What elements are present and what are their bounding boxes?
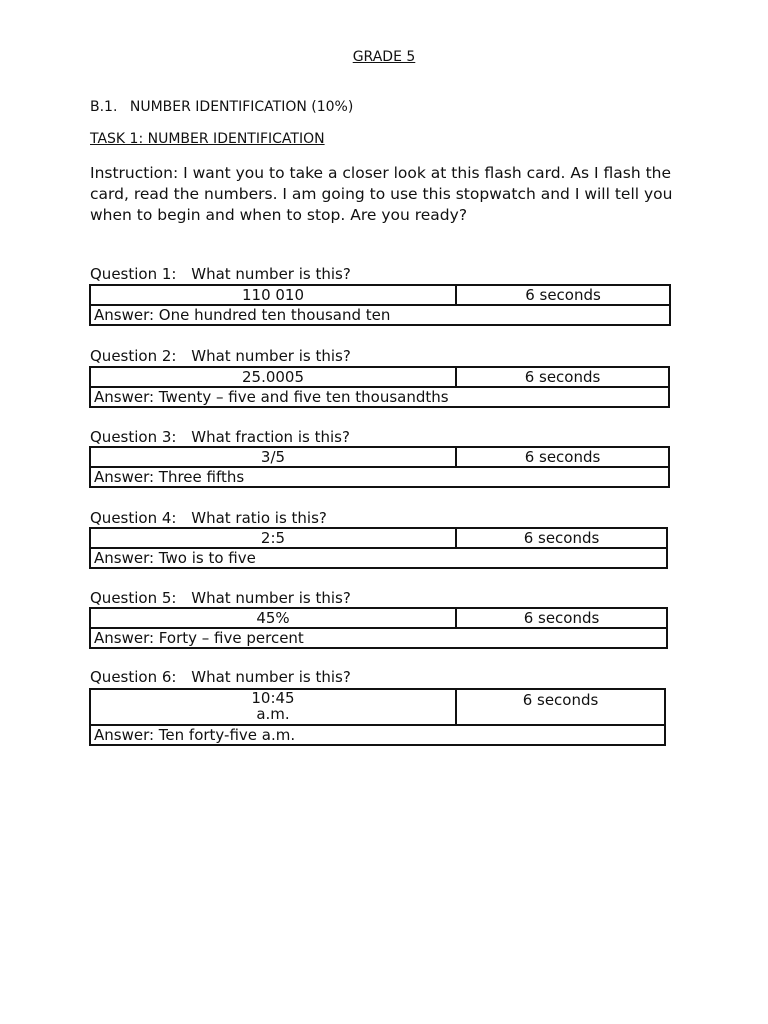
table-row <box>90 628 667 648</box>
question-prompt: What number is this? <box>191 347 351 365</box>
flash-card-value-line-1: 10:45 <box>251 689 295 707</box>
time-limit: 6 seconds <box>456 528 667 548</box>
question-4-heading <box>90 509 327 527</box>
question-5-heading <box>90 589 351 607</box>
answer-cell: Answer: One hundred ten thousand ten <box>90 305 670 325</box>
instruction-paragraph: Instruction: I want you to take a closer look at this flash card. As I flash the card, read the numbers. I am going to use this stopwatch and I will tell you when to begin and when to stop. Are you ready? <box>90 164 673 224</box>
question-4-table <box>89 527 668 569</box>
flash-card-value: 110 010 <box>90 285 456 305</box>
question-prompt: What ratio is this? <box>191 509 327 527</box>
question-2-table <box>89 366 670 408</box>
question-prompt: What number is this? <box>191 668 351 686</box>
task-heading: TASK 1: NUMBER IDENTIFICATION <box>90 131 325 147</box>
section-title: NUMBER IDENTIFICATION (10%) <box>129 99 354 115</box>
time-limit: 6 seconds <box>456 447 669 467</box>
page-title: GRADE 5 <box>352 49 416 65</box>
time-limit: 6 seconds <box>456 689 665 725</box>
answer-cell: Answer: Forty – five percent <box>90 628 667 648</box>
time-limit: 6 seconds <box>456 367 669 387</box>
section-heading <box>90 99 353 115</box>
table-row <box>90 387 669 407</box>
table-row <box>90 725 665 745</box>
flash-card-value <box>90 689 456 725</box>
flash-card-value-line-2: a.m. <box>256 705 290 723</box>
question-3-heading <box>90 428 350 446</box>
table-row <box>90 447 669 467</box>
table-row <box>90 689 665 725</box>
answer-cell: Answer: Ten forty-five a.m. <box>90 725 665 745</box>
question-label: Question 5: <box>90 589 177 607</box>
question-label: Question 4: <box>90 509 177 527</box>
flash-card-value: 3/5 <box>90 447 456 467</box>
table-row <box>90 305 670 325</box>
answer-cell: Answer: Twenty – five and five ten thousandths <box>90 387 669 407</box>
question-6-heading <box>90 668 351 686</box>
table-row <box>90 608 667 628</box>
flash-card-value: 2:5 <box>90 528 456 548</box>
question-3-table <box>89 446 670 488</box>
question-prompt: What fraction is this? <box>191 428 350 446</box>
question-6-table <box>89 688 666 746</box>
table-row <box>90 528 667 548</box>
question-1-table <box>89 284 671 326</box>
answer-cell: Answer: Two is to five <box>90 548 667 568</box>
question-label: Question 6: <box>90 668 177 686</box>
time-limit: 6 seconds <box>456 608 667 628</box>
time-limit: 6 seconds <box>456 285 670 305</box>
answer-cell: Answer: Three fifths <box>90 467 669 487</box>
question-prompt: What number is this? <box>191 589 351 607</box>
table-row <box>90 285 670 305</box>
table-row <box>90 367 669 387</box>
table-row <box>90 548 667 568</box>
question-label: Question 2: <box>90 347 177 365</box>
question-5-table <box>89 607 668 649</box>
question-1-heading <box>90 265 351 283</box>
table-row <box>90 467 669 487</box>
flash-card-value: 45% <box>90 608 456 628</box>
question-label: Question 3: <box>90 428 177 446</box>
section-number: B.1. <box>90 99 118 115</box>
question-label: Question 1: <box>90 265 177 283</box>
question-2-heading <box>90 347 351 365</box>
flash-card-value: 25.0005 <box>90 367 456 387</box>
question-prompt: What number is this? <box>191 265 351 283</box>
